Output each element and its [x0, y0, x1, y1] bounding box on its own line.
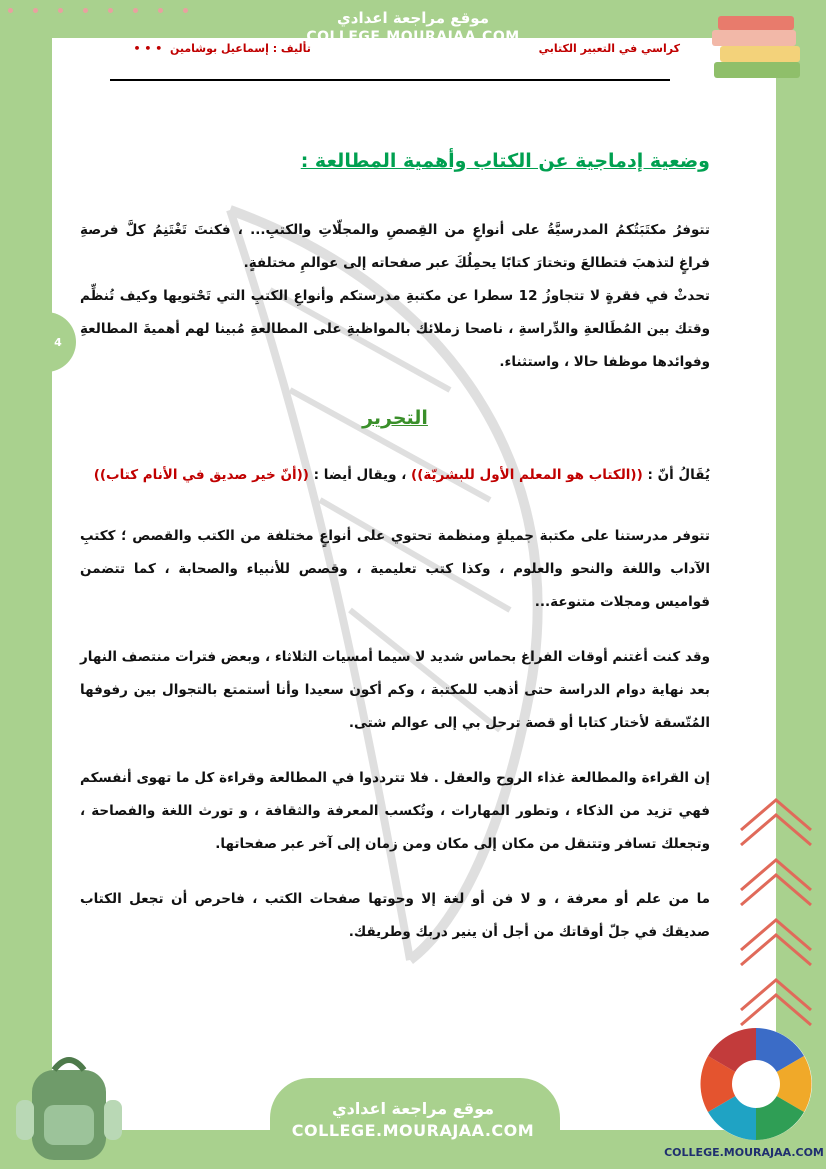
page-number: 4: [54, 335, 62, 349]
header-author: تأليف : إسماعيل بوشامين: [169, 42, 311, 55]
body-paragraph-3: إن القراءة والمطالعة غذاء الروح والعقل . فلا تترددوا في المطالعة وقراءة كل ما تهوى أنفسكم فهي تزيد من الذكاء ، وتطور المهارات ، وتُكسب المعرفة والثقافة ، و تورث اللغة والفصاحة ، وتجعلك تسافر وتتنقل من مكان إلى مكان ومن زمان إلى آخر عبر صفحاتها.: [80, 770, 710, 852]
watermark-bottom-arabic: موقع مراجعة اعدادي: [331, 1099, 495, 1118]
site-watermark-top: [0, 8, 826, 46]
body-paragraph-2: وقد كنت أغتنم أوقات الفراغ بحماس شديد لا سيما أمسيات الثلاثاء ، وبعض فترات منتصف النهار بعد نهاية دوام الدراسة حتى أذهب للمكتبة ، وكم أكون سعيدا وأنا أستمتع بالتجوال بين رفوفها المُتّسقة لأختار كتابا أو قصة ترحل بي إلى عوالم شتى.: [80, 649, 710, 731]
quote-1: ((الكتاب هو المعلم الأول للبشريّة)): [411, 467, 643, 483]
quote-mid: ، ويقال أيضا :: [313, 467, 407, 483]
page-header: كراسي في التعبير الكتابي تأليف : إسماعيل بوشامين • • •: [133, 42, 680, 55]
watermark-arabic: موقع مراجعة اعدادي: [337, 9, 489, 27]
watermark-url[interactable]: COLLEGE.MOURAJAA.COM: [306, 29, 520, 45]
chevron-decoration-icon: [736, 790, 816, 1040]
quote-line: [80, 459, 710, 492]
writing-title: التحرير: [362, 407, 428, 429]
document-content: [80, 150, 710, 949]
body-paragraph-4: ما من علم أو معرفة ، و لا فن أو لغة إلا وحوتها صفحات الكتب ، فاحرص أن تجعل الكتاب صديقك في جلّ أوقاتك من أجل أن ينير دربك وطريقك.: [80, 891, 710, 940]
logo-url[interactable]: COLLEGE.MOURAJAA.COM: [664, 1146, 824, 1159]
quote-lead: يُقَالُ أنّ :: [647, 467, 710, 483]
header-rule: [110, 79, 670, 81]
header-book-title: كراسي في التعبير الكتابي: [538, 42, 680, 55]
intro-paragraph-2: تحدثْ في فقرةٍ لا تتجاوزُ 12 سطرا عن مكتبةِ مدرستكم وأنواعِ الكتبِ التي تَحْتويها وكيف تُنظِّم وقتك بين المُطَالعةِ والدِّراسةِ ، ناصحا زملائك بالمواظبةِ على المطالعةِ مُبينا لهم أهميةَ المطالعةِ وفوائدها موظفا حالا ، واستثناء.: [80, 288, 710, 370]
quote-2: ((أنّ خير صديق في الأنام كتاب)): [93, 467, 309, 483]
site-watermark-bottom: [0, 1098, 826, 1142]
body-paragraph-1: تتوفر مدرستنا على مكتبة جميلةٍ ومنظمة تحتوي على أنواعٍ مختلفة من الكتب والقصص ؛ ككتبِ الآداب واللغة والنحو والعلوم ، وكذا كتب تعليمية ، وقصص للأنبياء والصحابة ، كما تتضمن قواميس ومجلات متنوعة...: [80, 528, 710, 610]
situation-title: وضعية إدماجية عن الكتاب وأهمية المطالعة :: [300, 150, 710, 172]
watermark-bottom-url[interactable]: COLLEGE.MOURAJAA.COM: [291, 1121, 535, 1140]
intro-paragraph-1: تتوفرُ مكتَبَتُكمُ المدرسيَّةُ على أنواعٍ من القِصصِ والمجلّاتِ والكتبِ... ، فكنتَ تَغْتَنِمُ كلَّ فرصةِ فراغٍ لتذهبَ فتطالعَ وتختارَ كتابًا يحمِلُكَ عبر صفحاته إلى عوالمِ مختلفةٍ.: [80, 222, 710, 271]
